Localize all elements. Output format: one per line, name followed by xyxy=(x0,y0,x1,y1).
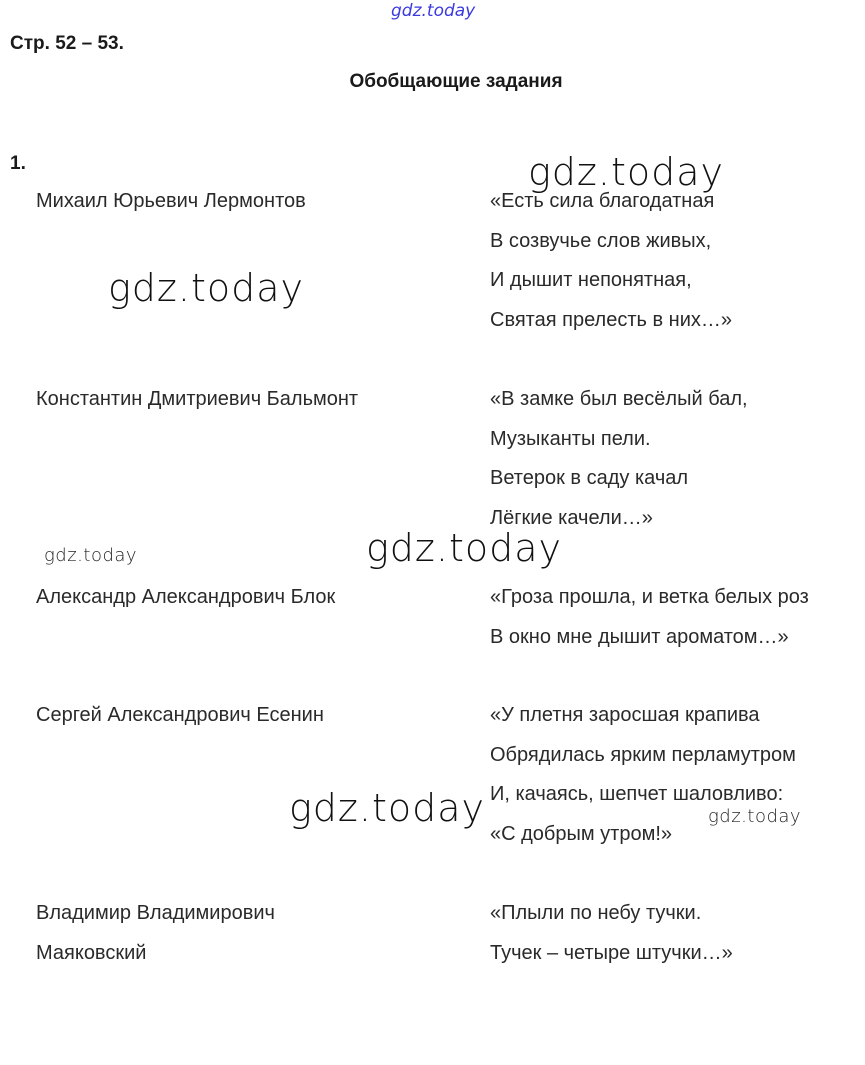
quote-line: «В замке был весёлый бал, xyxy=(490,388,748,410)
quote-line: Ветерок в саду качал xyxy=(490,467,689,489)
author-line: Александр Александрович Блок xyxy=(36,586,336,608)
quote-line: «С добрым утром!» xyxy=(490,822,673,845)
watermark: gdz.today xyxy=(108,266,304,310)
quote-line: «Плыли по небу тучки. xyxy=(490,902,702,924)
quote-line: «Гроза прошла, и ветка белых роз xyxy=(490,586,809,608)
quote-esenin xyxy=(490,696,796,854)
author-line: Сергей Александрович Есенин xyxy=(36,704,324,726)
author-lermontov xyxy=(36,182,306,222)
section-heading: Обобщающие задания xyxy=(349,71,563,92)
quote-line: И, качаясь, шепчет шаловливо: xyxy=(490,783,784,805)
quote-mayakovsky xyxy=(490,894,733,973)
quote-line: В окно мне дышит ароматом…» xyxy=(490,625,789,648)
quote-blok xyxy=(490,578,809,657)
quote-line: Тучек – четыре штучки…» xyxy=(490,941,733,964)
watermark: gdz.today xyxy=(528,150,724,194)
quote-line: «У плетня заросшая крапива xyxy=(490,704,760,726)
quote-line: Святая прелесть в них…» xyxy=(490,308,732,331)
task-number: 1. xyxy=(10,153,26,174)
watermark-top: gdz.today xyxy=(391,1,476,21)
author-line: Михаил Юрьевич Лермонтов xyxy=(36,190,306,212)
author-esenin xyxy=(36,696,324,736)
quote-line: Лёгкие качели…» xyxy=(490,506,653,529)
quote-balmont xyxy=(490,380,748,538)
watermark: gdz.today xyxy=(366,526,562,570)
author-line: Константин Дмитриевич Бальмонт xyxy=(36,388,359,410)
quote-line: И дышит непонятная, xyxy=(490,269,692,291)
author-blok xyxy=(36,578,335,618)
author-balmont xyxy=(36,380,358,420)
watermark: gdz.today xyxy=(708,806,802,827)
quote-line: Музыканты пели. xyxy=(490,427,651,450)
watermark: gdz.today xyxy=(44,545,138,566)
quote-line: Обрядилась ярким перламутром xyxy=(490,743,796,766)
author-line: Владимир Владимирович xyxy=(36,902,275,924)
author-mayakovsky xyxy=(36,894,275,973)
page-reference: Стр. 52 – 53. xyxy=(10,33,124,54)
quote-line: В созвучье слов живых, xyxy=(490,229,712,252)
quote-line: «Есть сила благодатная xyxy=(490,190,715,212)
quote-lermontov xyxy=(490,182,732,340)
watermark: gdz.today xyxy=(289,786,485,830)
author-line: Маяковский xyxy=(36,941,147,964)
